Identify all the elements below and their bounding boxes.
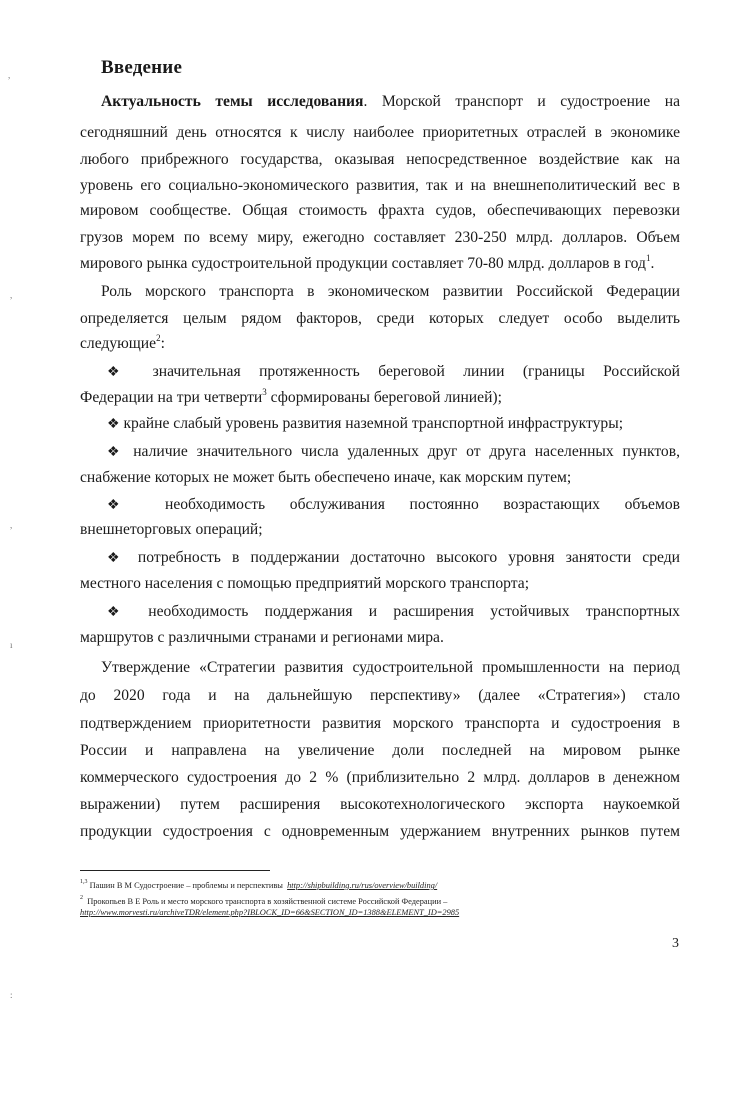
lead-phrase: Актуальность темы исследования	[101, 93, 364, 110]
paragraph-line: подтверждением приоритетности развития морского транспорта и судостроения в	[80, 715, 680, 732]
paragraph-line: грузов морем по всему миру, ежегодно составляет 230-250 млрд. долларов. Объем	[80, 229, 680, 246]
paragraph-line: России и направлена на увеличение доли последней на мировом рынке	[80, 742, 680, 759]
bullet-continuation: Федерации на три четверти$^3$ сформированы береговой линией);	[80, 386, 502, 406]
page-number: 3	[672, 936, 679, 951]
footnote-divider	[80, 870, 270, 871]
bullet-continuation: маршрутов с различными странами и регионами мира.	[80, 629, 444, 646]
paragraph-line: выражении) путем расширения высокотехнологического экспорта наукоемкой	[80, 796, 680, 813]
paragraph-line: уровень его социально-экономического развития, так и на внешнеполитический вес в	[80, 177, 680, 194]
paragraph-line: мировом сообществе. Общая стоимость фрахта судов, обеспечивающих перевозки	[80, 202, 680, 219]
paragraph-line: следующие$^2$:	[80, 332, 165, 352]
bullet-continuation: внешнеторговых операций;	[80, 521, 263, 538]
footnote-ref: 3	[262, 386, 267, 397]
bullet-item: ❖ потребность в поддержании достаточно высокого уровня занятости среди	[107, 549, 680, 566]
bullet-icon: ❖	[107, 445, 125, 460]
bullet-item: ❖ значительная протяженность береговой линии (границы Российской	[107, 363, 680, 380]
footnote-link[interactable]: http://shipbuilding.ru/rus/overview/building/	[287, 881, 438, 890]
footnote-2-link-line	[80, 907, 459, 918]
bullet-continuation: снабжение которых не может быть обеспечено иначе, как морским путем;	[80, 469, 572, 486]
paragraph-line: любого прибрежного государства, оказывая непосредственное воздействие как на	[80, 151, 680, 168]
bullet-icon: ❖	[107, 365, 135, 380]
paragraph-line: до 2020 года и на дальнейшую перспективу» (далее «Стратегия») стало	[80, 687, 680, 704]
footnote-2: $^2$ Прокопьев В Е Роль и место морского транспорта в хозяйственной системе Российской Федерации –	[80, 895, 448, 906]
bullet-item: ❖ наличие значительного числа удаленных друг от друга населенных пунктов,	[107, 443, 680, 460]
footnote-ref: 2	[156, 332, 161, 343]
bullet-item: ❖ крайне слабый уровень развития наземной транспортной инфраструктуры;	[107, 415, 624, 432]
bullet-icon: ❖	[107, 498, 141, 513]
section-heading: Введение	[101, 57, 183, 78]
scan-artifact: :	[10, 990, 13, 1000]
paragraph-line: Роль морского транспорта в экономическом развитии Российской Федерации	[101, 283, 680, 300]
paragraph-line: сегодняшний день относятся к числу наиболее приоритетных отраслей в экономике	[80, 124, 680, 141]
bullet-icon: ❖	[107, 417, 120, 432]
bullet-item: ❖ необходимость поддержания и расширения устойчивых транспортных	[107, 603, 680, 620]
paragraph-line: коммерческого судостроения до 2 % (приблизительно 2 млрд. долларов в денежном	[80, 769, 680, 786]
bullet-icon: ❖	[107, 605, 132, 620]
paragraph-line: продукции судостроения с одновременным удержанием внутренних рынков путем	[80, 823, 680, 840]
scan-artifact: ,	[8, 70, 11, 80]
paragraph-line: Актуальность темы исследования. Морской транспорт и судостроение на	[101, 93, 680, 110]
footnote-1: $^{1,3}$ Пашин В М Судостроение – проблемы и перспективы http://shipbuilding.ru/rus/overview/building/	[80, 879, 438, 890]
footnote-ref: 1	[645, 252, 651, 263]
bullet-icon: ❖	[107, 551, 127, 566]
bullet-item: ❖ необходимость обслуживания постоянно возрастающих объемов	[107, 496, 680, 513]
scan-artifact: ,	[10, 520, 13, 530]
paragraph-line: мирового рынка судостроительной продукции составляет 70-80 млрд. долларов в год$^1$.	[80, 252, 655, 272]
bullet-continuation: местного населения с помощью предприятий морского транспорта;	[80, 575, 530, 592]
paragraph-line: определяется целым рядом факторов, среди которых следует особо выделить	[80, 310, 680, 327]
footnote-link[interactable]: http://www.morvesti.ru/archiveTDR/element.php?IBLOCK_ID=66&SECTION_ID=1388&ELEMENT_ID=2985	[80, 908, 460, 917]
scan-artifact: ,	[10, 290, 13, 300]
scan-artifact: ı	[10, 640, 13, 650]
paragraph-line: Утверждение «Стратегии развития судостроительной промышленности на период	[101, 659, 680, 676]
